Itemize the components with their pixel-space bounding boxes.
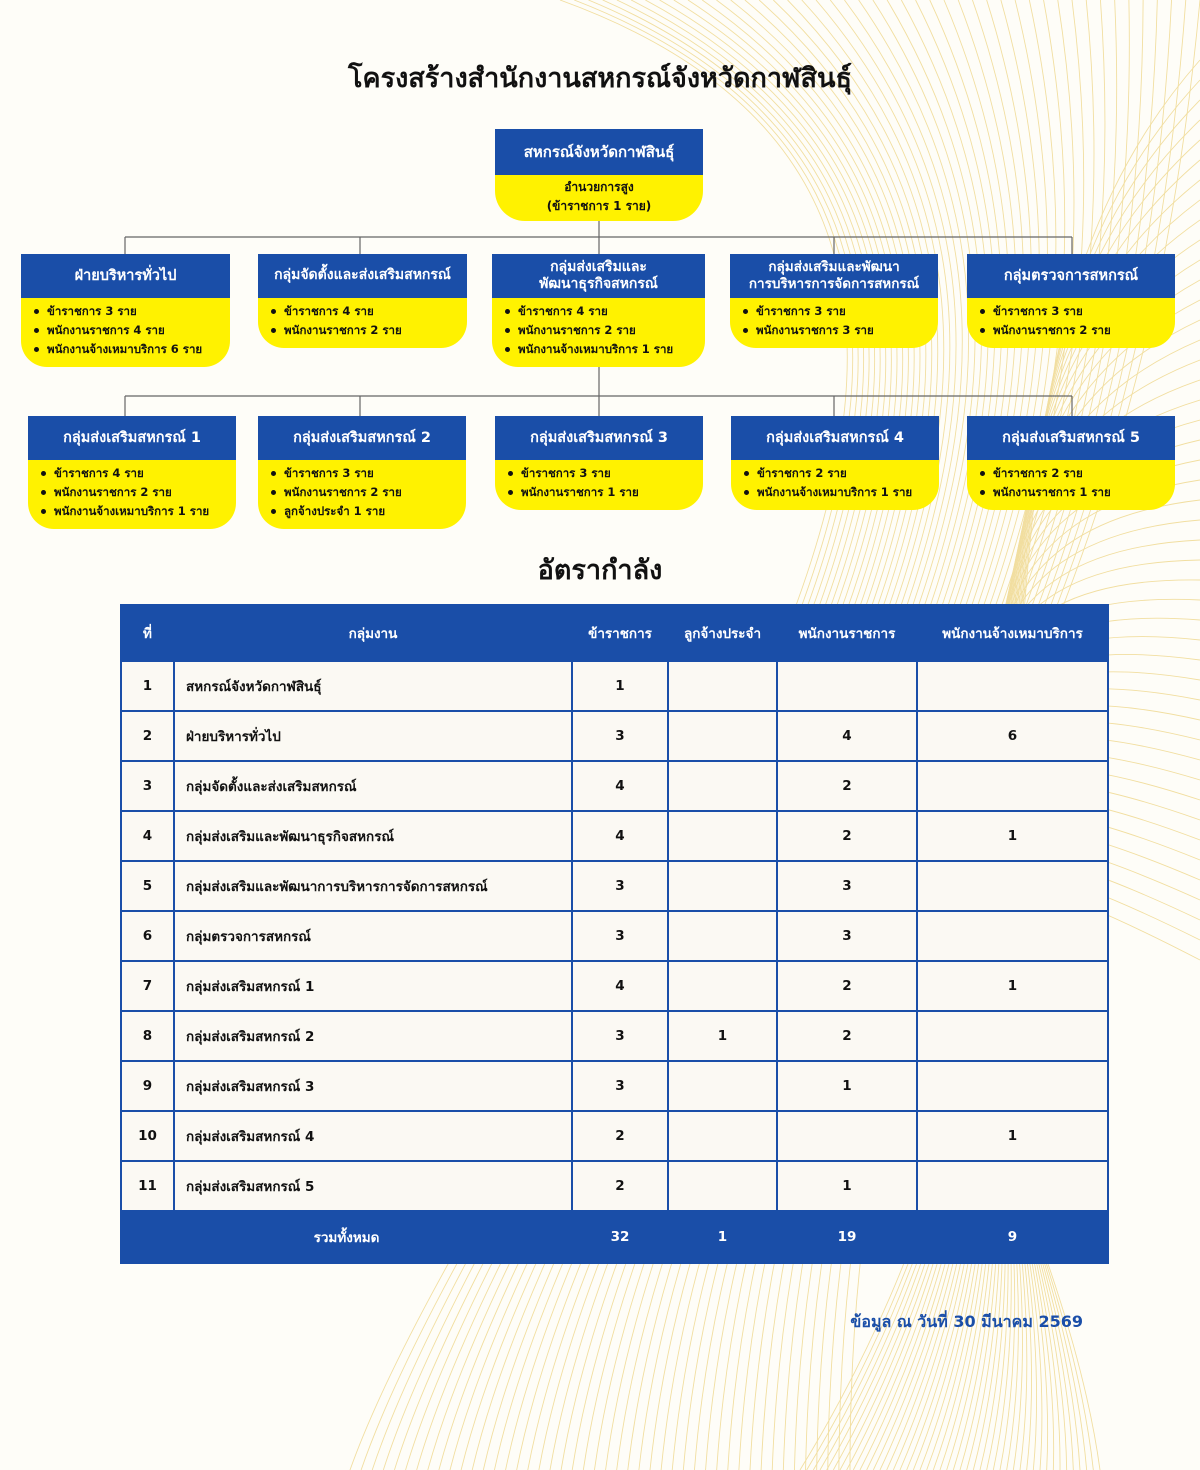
cell-government-employee: 1 <box>777 1061 917 1111</box>
cell-contract-employee <box>917 661 1108 711</box>
org-node-title: กลุ่มส่งเสริมสหกรณ์ 5 <box>967 416 1175 460</box>
cell-group: กลุ่มส่งเสริมและพัฒนาการบริหารการจัดการสหกรณ์ <box>174 861 572 911</box>
cell-group: กลุ่มจัดตั้งและส่งเสริมสหกรณ์ <box>174 761 572 811</box>
cell-government-employee: 4 <box>777 711 917 761</box>
staff-count-item: พนักงานจ้างเหมาบริการ 6 ราย <box>47 340 230 359</box>
staff-count-item: ข้าราชการ 4 ราย <box>518 302 705 321</box>
cell-permanent-employee <box>668 661 777 711</box>
table-row <box>121 661 1108 711</box>
cell-civil-servant: 4 <box>572 811 668 861</box>
org-node-title <box>492 254 705 298</box>
total-civil-servant: 32 <box>572 1211 668 1263</box>
cell-civil-servant: 1 <box>572 661 668 711</box>
staff-count-item: พนักงานราชการ 2 ราย <box>518 321 705 340</box>
cell-government-employee: 2 <box>777 961 917 1011</box>
staff-count-item: พนักงานราชการ 4 ราย <box>47 321 230 340</box>
org-node-detail-line: อำนวยการสูง <box>564 180 634 194</box>
staff-count-item: พนักงานราชการ 3 ราย <box>756 321 938 340</box>
table-row <box>121 1061 1108 1111</box>
staff-count-item: ข้าราชการ 3 ราย <box>756 302 938 321</box>
cell-contract-employee: 1 <box>917 961 1108 1011</box>
cell-no: 4 <box>121 811 174 861</box>
cell-permanent-employee <box>668 711 777 761</box>
cell-civil-servant: 3 <box>572 1011 668 1061</box>
table-row <box>121 761 1108 811</box>
org-node-promotion-group-3 <box>495 416 703 510</box>
cell-contract-employee <box>917 761 1108 811</box>
column-header-group: กลุ่มงาน <box>174 605 572 661</box>
staff-count-item: ข้าราชการ 4 ราย <box>284 302 467 321</box>
org-node-promotion-group-5 <box>967 416 1175 510</box>
org-node-detail <box>495 175 703 221</box>
cell-civil-servant: 3 <box>572 861 668 911</box>
cell-contract-employee <box>917 911 1108 961</box>
column-header-contract-employee: พนักงานจ้างเหมาบริการ <box>917 605 1108 661</box>
org-node-title: กลุ่มส่งเสริมสหกรณ์ 2 <box>258 416 466 460</box>
table-row <box>121 1011 1108 1061</box>
cell-no: 11 <box>121 1161 174 1211</box>
org-node-title: สหกรณ์จังหวัดกาฬสินธุ์ <box>495 129 703 175</box>
cell-permanent-employee <box>668 1161 777 1211</box>
staff-count-item: ข้าราชการ 2 ราย <box>757 464 939 483</box>
org-node-title-line: กลุ่มส่งเสริมและพัฒนา <box>768 259 900 276</box>
cell-no: 5 <box>121 861 174 911</box>
org-node-management-development-group <box>730 254 938 348</box>
staff-count-item: พนักงานจ้างเหมาบริการ 1 ราย <box>518 340 705 359</box>
org-node-title: กลุ่มส่งเสริมสหกรณ์ 3 <box>495 416 703 460</box>
cell-permanent-employee <box>668 961 777 1011</box>
org-node-title <box>730 254 938 298</box>
staff-count-item: ข้าราชการ 3 ราย <box>284 464 466 483</box>
staff-count-item: พนักงานราชการ 2 ราย <box>993 321 1175 340</box>
cell-group: กลุ่มส่งเสริมสหกรณ์ 5 <box>174 1161 572 1211</box>
table-row <box>121 961 1108 1011</box>
cell-contract-employee: 1 <box>917 811 1108 861</box>
org-node-detail-line: (ข้าราชการ 1 ราย) <box>546 199 652 213</box>
cell-government-employee: 1 <box>777 1161 917 1211</box>
staff-count-item: พนักงานราชการ 2 ราย <box>284 321 467 340</box>
total-contract-employee: 9 <box>917 1211 1108 1263</box>
staff-count-item: พนักงานราชการ 1 ราย <box>521 483 703 502</box>
table-total-row <box>121 1211 1108 1263</box>
org-node-general-admin <box>21 254 230 367</box>
cell-group: สหกรณ์จังหวัดกาฬสินธุ์ <box>174 661 572 711</box>
cell-civil-servant: 3 <box>572 911 668 961</box>
cell-no: 9 <box>121 1061 174 1111</box>
cell-permanent-employee <box>668 1061 777 1111</box>
staff-count-item: ข้าราชการ 2 ราย <box>993 464 1175 483</box>
org-node-title: ฝ่ายบริหารทั่วไป <box>21 254 230 298</box>
cell-civil-servant: 3 <box>572 1061 668 1111</box>
org-node-title-line: กลุ่มส่งเสริมและ <box>550 258 647 275</box>
cell-group: กลุ่มส่งเสริมและพัฒนาธุรกิจสหกรณ์ <box>174 811 572 861</box>
cell-group: กลุ่มตรวจการสหกรณ์ <box>174 911 572 961</box>
org-node-title: กลุ่มส่งเสริมสหกรณ์ 4 <box>731 416 939 460</box>
org-node-promotion-group-1 <box>28 416 236 529</box>
cell-group: ฝ่ายบริหารทั่วไป <box>174 711 572 761</box>
data-date-note: ข้อมูล ณ วันที่ 30 มีนาคม 2569 <box>850 1312 1083 1331</box>
cell-no: 2 <box>121 711 174 761</box>
org-node-title: กลุ่มตรวจการสหกรณ์ <box>967 254 1175 298</box>
cell-government-employee <box>777 661 917 711</box>
cell-permanent-employee <box>668 861 777 911</box>
cell-government-employee: 2 <box>777 811 917 861</box>
staff-count-item: พนักงานราชการ 2 ราย <box>54 483 236 502</box>
cell-civil-servant: 2 <box>572 1161 668 1211</box>
cell-government-employee: 2 <box>777 761 917 811</box>
total-label: รวมทั้งหมด <box>121 1211 572 1263</box>
cell-government-employee: 2 <box>777 1011 917 1061</box>
cell-contract-employee <box>917 1161 1108 1211</box>
cell-group: กลุ่มส่งเสริมสหกรณ์ 1 <box>174 961 572 1011</box>
cell-civil-servant: 3 <box>572 711 668 761</box>
column-header-government-employee: พนักงานราชการ <box>777 605 917 661</box>
cell-contract-employee <box>917 861 1108 911</box>
cell-no: 10 <box>121 1111 174 1161</box>
org-node-title-line: พัฒนาธุรกิจสหกรณ์ <box>539 276 658 292</box>
table-row <box>121 1161 1108 1211</box>
table-row <box>121 711 1108 761</box>
org-node-business-development-group <box>492 254 705 367</box>
staffing-table <box>120 604 1109 1264</box>
cell-contract-employee <box>917 1011 1108 1061</box>
cell-government-employee: 3 <box>777 861 917 911</box>
staff-count-item: ข้าราชการ 4 ราย <box>54 464 236 483</box>
cell-no: 3 <box>121 761 174 811</box>
org-node-inspection-group <box>967 254 1175 348</box>
table-header-row <box>121 605 1108 661</box>
cell-civil-servant: 2 <box>572 1111 668 1161</box>
total-government-employee: 19 <box>777 1211 917 1263</box>
cell-civil-servant: 4 <box>572 761 668 811</box>
table-row <box>121 911 1108 961</box>
org-node-title: กลุ่มจัดตั้งและส่งเสริมสหกรณ์ <box>258 254 467 298</box>
cell-permanent-employee <box>668 1111 777 1161</box>
staff-count-item: ข้าราชการ 3 ราย <box>47 302 230 321</box>
staff-count-item: ข้าราชการ 3 ราย <box>993 302 1175 321</box>
cell-no: 8 <box>121 1011 174 1061</box>
org-node-provincial-cooperative-office <box>495 129 703 221</box>
cell-permanent-employee <box>668 911 777 961</box>
staff-count-item: พนักงานราชการ 2 ราย <box>284 483 466 502</box>
column-header-no: ที่ <box>121 605 174 661</box>
table-row <box>121 1111 1108 1161</box>
cell-no: 6 <box>121 911 174 961</box>
org-node-title-line: การบริหารการจัดการสหกรณ์ <box>748 276 920 292</box>
column-header-civil-servant: ข้าราชการ <box>572 605 668 661</box>
column-header-permanent-employee: ลูกจ้างประจำ <box>668 605 777 661</box>
table-row <box>121 811 1108 861</box>
cell-government-employee: 3 <box>777 911 917 961</box>
cell-contract-employee: 1 <box>917 1111 1108 1161</box>
org-node-title: กลุ่มส่งเสริมสหกรณ์ 1 <box>28 416 236 460</box>
staff-count-item: ข้าราชการ 3 ราย <box>521 464 703 483</box>
page-title: โครงสร้างสำนักงานสหกรณ์จังหวัดกาฬสินธุ์ <box>348 63 852 94</box>
staff-count-item: พนักงานราชการ 1 ราย <box>993 483 1175 502</box>
org-node-establishment-group <box>258 254 467 348</box>
cell-group: กลุ่มส่งเสริมสหกรณ์ 4 <box>174 1111 572 1161</box>
staff-count-item: พนักงานจ้างเหมาบริการ 1 ราย <box>54 502 236 521</box>
staff-count-item: ลูกจ้างประจำ 1 ราย <box>284 502 466 521</box>
staff-count-item: พนักงานจ้างเหมาบริการ 1 ราย <box>757 483 939 502</box>
cell-civil-servant: 4 <box>572 961 668 1011</box>
cell-permanent-employee: 1 <box>668 1011 777 1061</box>
org-node-promotion-group-4 <box>731 416 939 510</box>
cell-contract-employee <box>917 1061 1108 1111</box>
cell-no: 7 <box>121 961 174 1011</box>
staffing-section-title: อัตรากำลัง <box>537 555 663 586</box>
org-node-promotion-group-2 <box>258 416 466 529</box>
table-row <box>121 861 1108 911</box>
cell-no: 1 <box>121 661 174 711</box>
cell-government-employee <box>777 1111 917 1161</box>
cell-permanent-employee <box>668 811 777 861</box>
cell-contract-employee: 6 <box>917 711 1108 761</box>
cell-group: กลุ่มส่งเสริมสหกรณ์ 3 <box>174 1061 572 1111</box>
cell-group: กลุ่มส่งเสริมสหกรณ์ 2 <box>174 1011 572 1061</box>
total-permanent-employee: 1 <box>668 1211 777 1263</box>
cell-permanent-employee <box>668 761 777 811</box>
